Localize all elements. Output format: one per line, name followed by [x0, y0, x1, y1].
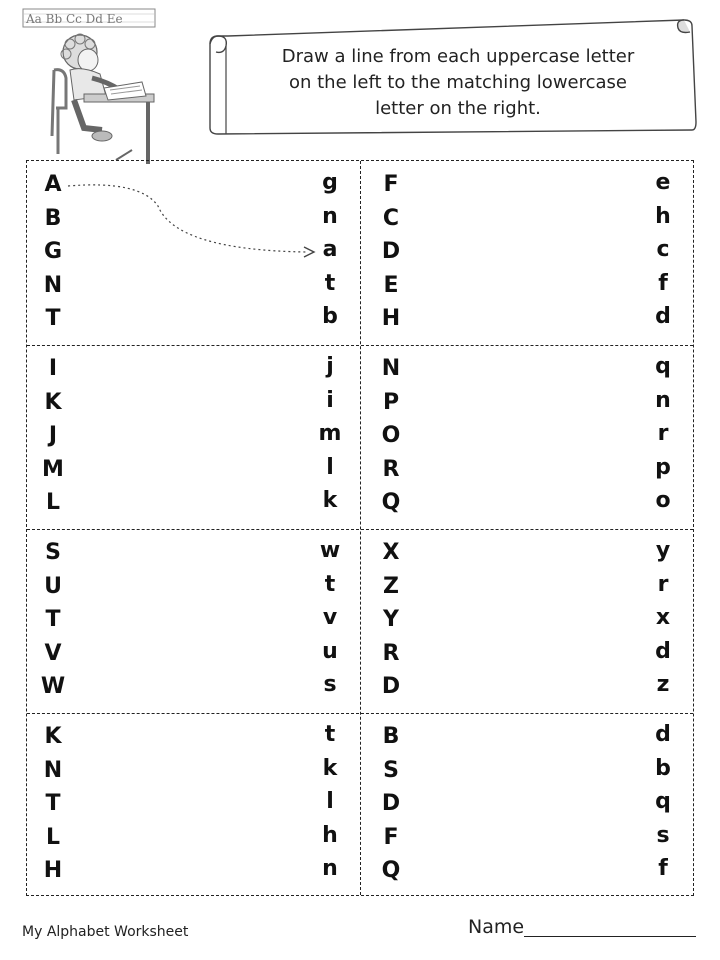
uppercase-letter[interactable]: C: [382, 205, 400, 231]
uppercase-letter[interactable]: Q: [381, 490, 401, 515]
lowercase-letter[interactable]: b: [655, 755, 671, 781]
alphabet-chart-text: Aa Bb Cc Dd Ee: [26, 12, 123, 26]
instruction-text: [238, 44, 678, 122]
lowercase-letter[interactable]: u: [322, 638, 338, 664]
uppercase-letter[interactable]: B: [382, 724, 400, 749]
lowercase-letter[interactable]: d: [655, 722, 671, 747]
lowercase-letter[interactable]: w: [319, 538, 341, 563]
lowercase-letter[interactable]: j: [326, 354, 334, 379]
uppercase-letter[interactable]: K: [44, 389, 62, 415]
row-divider: [27, 345, 693, 346]
uppercase-letter[interactable]: N: [43, 757, 63, 783]
uppercase-letter[interactable]: M: [42, 456, 64, 482]
column-divider: [360, 161, 361, 895]
lowercase-letter[interactable]: f: [658, 270, 668, 296]
uppercase-letter[interactable]: E: [383, 272, 399, 298]
lowercase-letter[interactable]: h: [655, 203, 671, 229]
uppercase-letter[interactable]: T: [45, 306, 61, 331]
lowercase-letter[interactable]: i: [326, 387, 334, 413]
uppercase-letter[interactable]: H: [43, 858, 63, 883]
lowercase-letter[interactable]: s: [656, 822, 670, 848]
uppercase-letter[interactable]: N: [381, 356, 401, 381]
uppercase-letter[interactable]: H: [381, 306, 401, 331]
worksheet-title: My Alphabet Worksheet: [22, 924, 189, 940]
lowercase-letter[interactable]: f: [658, 856, 668, 881]
uppercase-letter[interactable]: K: [44, 724, 62, 749]
uppercase-letter[interactable]: S: [383, 757, 399, 783]
row-divider: [27, 529, 693, 530]
lowercase-letter[interactable]: n: [655, 387, 671, 413]
lowercase-letter[interactable]: l: [326, 454, 334, 480]
lowercase-letter[interactable]: a: [322, 237, 338, 262]
uppercase-letter[interactable]: U: [44, 573, 62, 599]
name-label: Name: [468, 916, 525, 938]
lowercase-letter[interactable]: y: [655, 538, 671, 563]
uppercase-letter[interactable]: P: [382, 389, 400, 415]
lowercase-letter[interactable]: n: [322, 856, 338, 881]
lowercase-letter[interactable]: x: [655, 605, 671, 630]
lowercase-letter[interactable]: r: [657, 421, 669, 446]
uppercase-letter[interactable]: Q: [381, 858, 401, 883]
lowercase-letter[interactable]: n: [322, 203, 338, 229]
uppercase-letter[interactable]: F: [383, 824, 399, 850]
lowercase-letter[interactable]: o: [655, 488, 671, 513]
lowercase-letter[interactable]: b: [322, 304, 338, 329]
uppercase-letter[interactable]: I: [48, 356, 58, 381]
uppercase-letter[interactable]: Z: [383, 573, 399, 599]
lowercase-letter[interactable]: e: [655, 170, 671, 195]
uppercase-letter[interactable]: A: [44, 172, 62, 197]
uppercase-letter[interactable]: J: [48, 423, 58, 448]
lowercase-letter[interactable]: t: [324, 270, 336, 296]
lowercase-letter[interactable]: g: [322, 170, 338, 195]
uppercase-letter[interactable]: F: [383, 172, 399, 197]
child-writing-illustration: [22, 8, 162, 168]
lowercase-letter[interactable]: h: [322, 822, 338, 848]
uppercase-letter[interactable]: Y: [383, 607, 399, 632]
uppercase-letter[interactable]: B: [44, 205, 62, 231]
uppercase-letter[interactable]: D: [381, 674, 401, 699]
row-divider: [27, 713, 693, 714]
lowercase-letter[interactable]: q: [655, 789, 671, 814]
name-input-line[interactable]: [524, 936, 696, 937]
uppercase-letter[interactable]: T: [45, 607, 61, 632]
lowercase-letter[interactable]: k: [322, 755, 338, 781]
lowercase-letter[interactable]: v: [322, 605, 338, 630]
uppercase-letter[interactable]: O: [381, 423, 401, 448]
lowercase-letter[interactable]: s: [323, 672, 337, 697]
uppercase-letter[interactable]: D: [381, 791, 401, 816]
instruction-line-2: on the left to the matching lowercase: [288, 72, 627, 93]
lowercase-letter[interactable]: t: [324, 722, 336, 747]
lowercase-letter[interactable]: q: [655, 354, 671, 379]
lowercase-letter[interactable]: d: [655, 638, 671, 664]
lowercase-letter[interactable]: l: [326, 789, 334, 814]
lowercase-letter[interactable]: z: [656, 672, 670, 697]
lowercase-letter[interactable]: p: [655, 454, 671, 480]
uppercase-letter[interactable]: R: [382, 456, 400, 482]
matching-grid: [26, 160, 694, 896]
uppercase-letter[interactable]: L: [45, 490, 61, 515]
uppercase-letter[interactable]: G: [43, 239, 63, 264]
uppercase-letter[interactable]: S: [45, 540, 61, 565]
uppercase-letter[interactable]: T: [45, 791, 61, 816]
instruction-line-3: letter on the right.: [375, 98, 541, 119]
lowercase-letter[interactable]: c: [656, 237, 670, 262]
lowercase-letter[interactable]: m: [318, 421, 342, 446]
instruction-line-1: Draw a line from each uppercase letter: [281, 46, 635, 67]
uppercase-letter[interactable]: R: [382, 640, 400, 666]
lowercase-letter[interactable]: r: [657, 571, 669, 597]
uppercase-letter[interactable]: W: [40, 674, 66, 699]
uppercase-letter[interactable]: N: [43, 272, 63, 298]
lowercase-letter[interactable]: t: [324, 571, 336, 597]
lowercase-letter[interactable]: k: [322, 488, 338, 513]
uppercase-letter[interactable]: D: [381, 239, 401, 264]
uppercase-letter[interactable]: X: [382, 540, 400, 565]
uppercase-letter[interactable]: L: [45, 824, 61, 850]
uppercase-letter[interactable]: V: [44, 640, 62, 666]
lowercase-letter[interactable]: d: [655, 304, 671, 329]
